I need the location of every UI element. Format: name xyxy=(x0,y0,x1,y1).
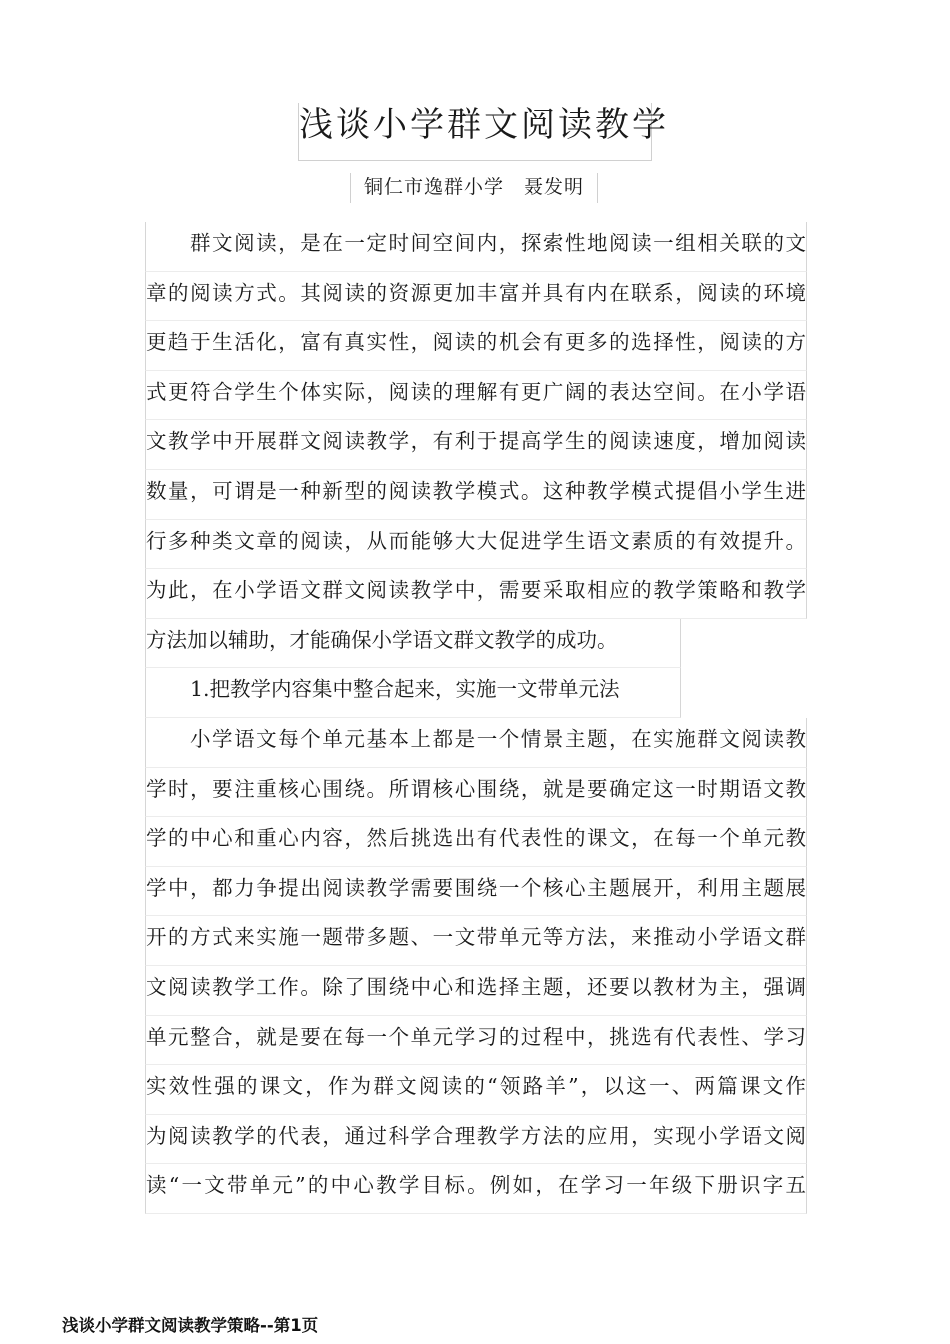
text-line: 单元整合，就是要在每一个单元学习的过程中，挑选有代表性、学习 xyxy=(145,1016,807,1066)
text-line: 文教学中开展群文阅读教学，有利于提高学生的阅读速度，增加阅读 xyxy=(145,420,807,470)
text-line: 数量，可谓是一种新型的阅读教学模式。这种教学模式提倡小学生进 xyxy=(145,470,807,520)
text-line: 为阅读教学的代表，通过科学合理教学方法的应用，实现小学语文阅 xyxy=(145,1115,807,1165)
text-line: 学中，都力争提出阅读教学需要围绕一个核心主题展开，利用主题展 xyxy=(145,867,807,917)
text-line: 实效性强的课文，作为群文阅读的“领路羊”，以这一、两篇课文作 xyxy=(145,1065,807,1115)
text-line: 行多种类文章的阅读，从而能够大大促进学生语文素质的有效提升。 xyxy=(145,520,807,570)
document-title: 浅谈小学群文阅读教学 xyxy=(298,103,652,161)
text-line: 文阅读教学工作。除了围绕中心和选择主题，还要以教材为主，强调 xyxy=(145,966,807,1016)
paragraph-intro xyxy=(145,222,807,718)
text-line: 小学语文每个单元基本上都是一个情景主题，在实施群文阅读教 xyxy=(145,718,807,768)
text-line: 群文阅读，是在一定时间空间内，探索性地阅读一组相关联的文 xyxy=(145,222,807,272)
text-line: 章的阅读方式。其阅读的资源更加丰富并具有内在联系，阅读的环境 xyxy=(145,272,807,322)
text-line: 更趋于生活化，富有真实性，阅读的机会有更多的选择性，阅读的方 xyxy=(145,321,807,371)
section-heading: 1.把教学内容集中整合起来，实施一文带单元法 xyxy=(145,668,681,718)
text-line: 学时，要注重核心围绕。所谓核心围绕，就是要确定这一时期语文教 xyxy=(145,768,807,818)
text-line: 式更符合学生个体实际，阅读的理解有更广阔的表达空间。在小学语 xyxy=(145,371,807,421)
text-line: 开的方式来实施一题带多题、一文带单元等方法，来推动小学语文群 xyxy=(145,916,807,966)
paragraph-section-1 xyxy=(145,718,807,1214)
text-line: 为此，在小学语文群文阅读教学中，需要采取相应的教学策略和教学 xyxy=(145,569,807,619)
page-footer: 浅谈小学群文阅读教学策略--第1页 xyxy=(62,1316,319,1335)
author-line: 铜仁市逸群小学 聂发明 xyxy=(350,173,598,203)
text-line: 方法加以辅助，才能确保小学语文群文教学的成功。 xyxy=(145,619,681,669)
text-line: 读“一文带单元”的中心教学目标。例如，在学习一年级下册识字五 xyxy=(145,1164,807,1214)
text-line: 学的中心和重心内容，然后挑选出有代表性的课文，在每一个单元教 xyxy=(145,817,807,867)
